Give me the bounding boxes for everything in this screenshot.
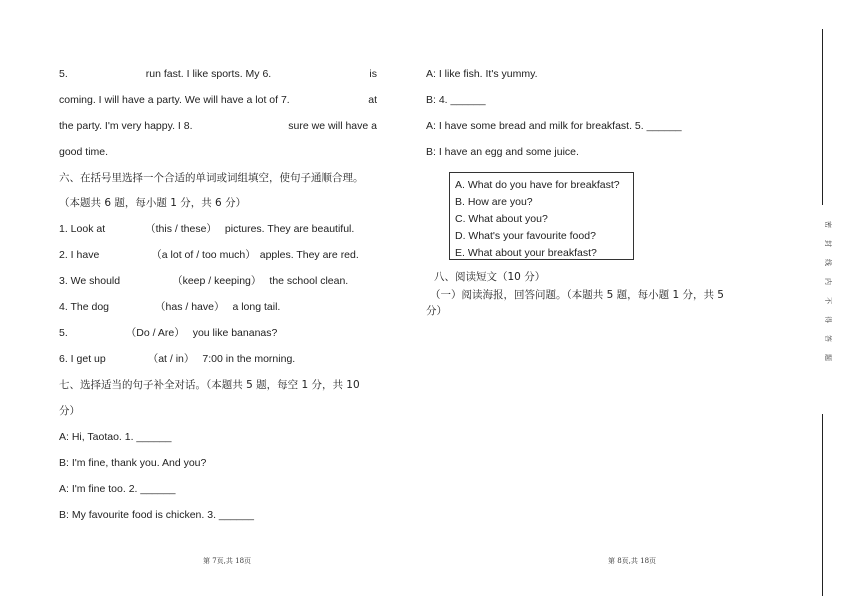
section-8-subtitle-1: （一）阅读海报，回答问题。（本题共 5 题，每小题 1 分，共 5 (430, 289, 724, 301)
question-options: （at / in） (147, 353, 195, 365)
section-7-subtitle: 分） (59, 405, 80, 417)
question-options: （has / have） (155, 301, 225, 313)
dialog-line-2: B: I'm fine, thank you. And you? (59, 457, 207, 469)
option-b: B. How are you? (455, 196, 533, 208)
option-c: C. What about you? (455, 213, 548, 225)
binding-char: 内 (823, 278, 832, 285)
section-6-subtitle: （本题共 6 题，每小题 1 分，共 6 分） (59, 197, 247, 209)
question-options: （a lot of / too much） (151, 249, 256, 261)
cloze-line-1 (59, 67, 377, 81)
dialog-line-6: B: 4. ______ (426, 94, 486, 106)
question-stem: 4. The dog (59, 301, 110, 313)
question-rest: apples. They are red. (259, 249, 359, 261)
section-7-title: 七、选择适当的句子补全对话。（本题共 5 题，每空 1 分，共 10 (59, 379, 360, 391)
answer-options-box (449, 172, 634, 260)
section-8-title: 八、阅读短文（10 分） (434, 271, 546, 283)
cloze-text-end: at (368, 94, 377, 106)
dialog-line-4: B: My favourite food is chicken. 3. ______ (59, 509, 254, 521)
binding-line-bottom (822, 414, 823, 596)
question-rest: you like bananas? (192, 327, 278, 339)
cloze-text: run fast. I like sports. My 6. (145, 68, 272, 80)
section-6-title: 六、在括号里选择一个合适的单词或词组填空，使句子通顺合理。 (59, 172, 364, 184)
cloze-text-end: is (369, 68, 377, 80)
question-rest: the school clean. (269, 275, 349, 287)
dialog-line-3: A: I'm fine too. 2. ______ (59, 483, 176, 495)
option-d: D. What's your favourite food? (455, 230, 596, 242)
cloze-line-4: good time. (59, 146, 109, 158)
binding-char: 密 (823, 221, 832, 228)
question-options: （keep / keeping） (172, 275, 262, 287)
dialog-line-1: A: Hi, Taotao. 1. ______ (59, 431, 172, 443)
question-rest: a long tail. (232, 301, 281, 313)
cloze-line-3 (59, 119, 377, 133)
question-6-5 (59, 326, 277, 340)
dialog-line-7: A: I have some bread and milk for breakfast. 5. ______ (426, 120, 682, 132)
section-8-subtitle-2: 分） (426, 305, 447, 317)
question-stem: 2. I have (59, 249, 100, 261)
binding-char: 线 (823, 259, 832, 266)
cloze-text-end: sure we will have a (288, 120, 377, 132)
question-rest: pictures. They are beautiful. (224, 223, 355, 235)
cloze-text: coming. I will have a party. We will have a lot of 7. (59, 94, 290, 106)
dialog-line-5: A: I like fish. It's yummy. (426, 68, 538, 80)
question-6-6 (59, 352, 295, 366)
question-6-2 (59, 248, 359, 262)
page-number-right: 第 8页,共 18页 (608, 557, 657, 565)
question-options: （Do / Are） (125, 327, 185, 339)
question-6-3 (59, 274, 348, 288)
question-stem: 3. We should (59, 275, 121, 287)
question-6-4 (59, 300, 280, 314)
binding-line-top (822, 29, 823, 205)
question-rest: 7:00 in the morning. (202, 353, 296, 365)
binding-char: 题 (823, 354, 832, 361)
cloze-segment (59, 67, 271, 81)
cloze-line-2 (59, 93, 377, 107)
question-6-1 (59, 222, 354, 236)
question-stem: 1. Look at (59, 223, 106, 235)
page-number-left: 第 7页,共 18页 (203, 557, 252, 565)
option-e: E. What about your breakfast? (455, 247, 597, 259)
cloze-text: the party. I'm very happy. I 8. (59, 120, 193, 132)
question-stem: 5. (59, 327, 68, 339)
question-stem: 6. I get up (59, 353, 106, 365)
question-options: （this / these） (145, 223, 217, 235)
option-a: A. What do you have for breakfast? (455, 179, 620, 191)
binding-char: 不 (823, 297, 832, 304)
dialog-line-8: B: I have an egg and some juice. (426, 146, 579, 158)
binding-char: 答 (823, 335, 832, 342)
binding-char: 封 (823, 240, 832, 247)
binding-notice (817, 215, 832, 367)
binding-char: 得 (823, 316, 832, 323)
cloze-number: 5. (59, 68, 68, 80)
